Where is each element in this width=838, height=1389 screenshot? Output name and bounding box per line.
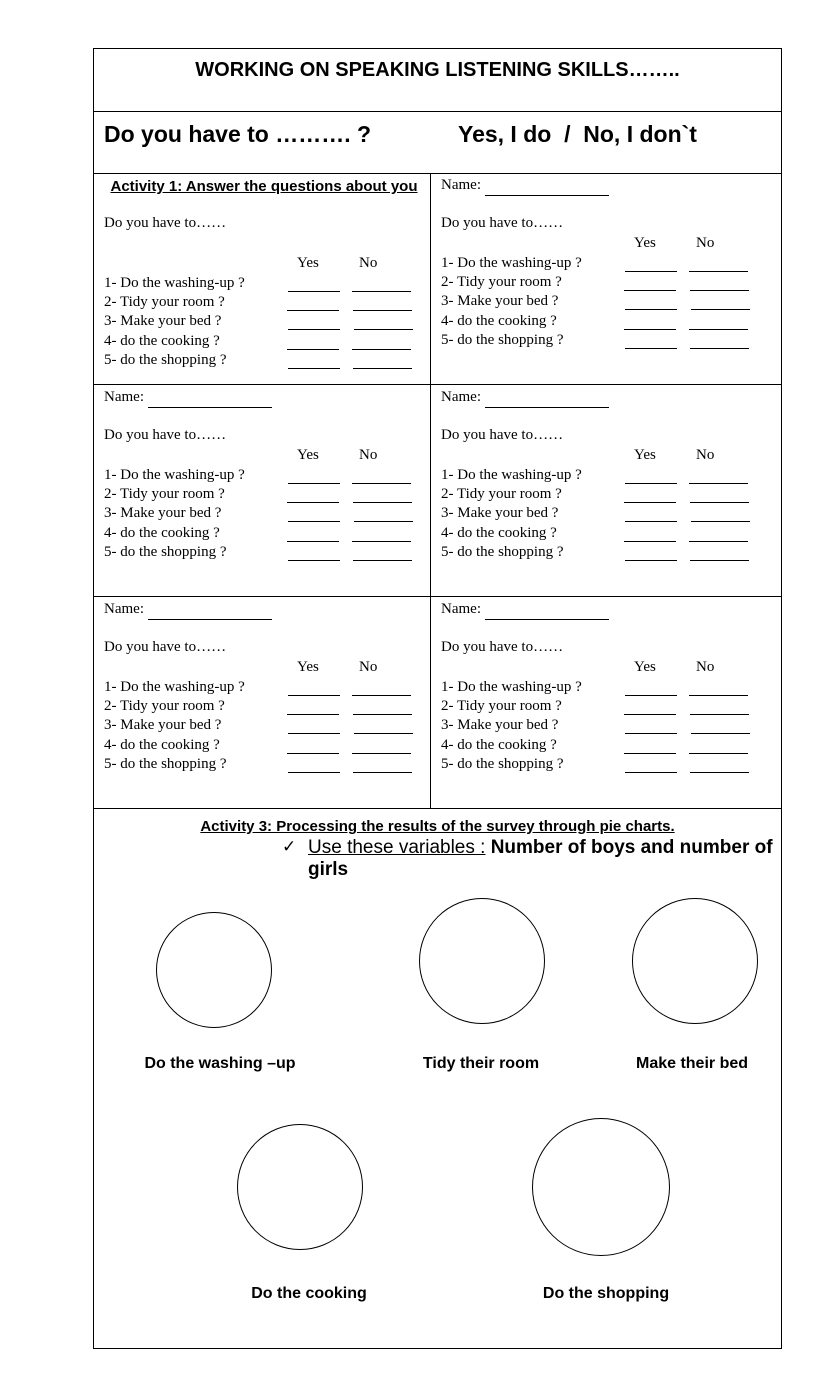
name-label: Name: xyxy=(441,389,481,405)
pie-chart-label: Do the shopping xyxy=(542,1285,670,1302)
yes-answer-line[interactable] xyxy=(625,483,677,484)
survey-question: 1- Do the washing-up ? xyxy=(441,255,582,271)
name-answer-line[interactable] xyxy=(148,407,272,408)
yes-answer-line[interactable] xyxy=(624,753,676,754)
no-column-header: No xyxy=(359,255,378,271)
survey-question: 1- Do the washing-up ? xyxy=(104,679,245,695)
survey-question: 5- do the shopping ? xyxy=(104,351,227,368)
name-answer-line[interactable] xyxy=(485,195,609,196)
yes-answer-line[interactable] xyxy=(288,291,340,292)
survey-question: 2- Tidy your room ? xyxy=(441,486,562,503)
pie-chart-label: Do the washing –up xyxy=(144,1055,296,1072)
empty-pie-chart[interactable] xyxy=(632,898,758,1024)
no-column-header: No xyxy=(359,659,378,675)
yes-answer-line[interactable] xyxy=(287,714,339,715)
yes-answer-line[interactable] xyxy=(288,772,340,773)
yes-answer-line[interactable] xyxy=(288,733,340,734)
variables-label: Use these variables : xyxy=(308,837,486,858)
no-answer-line[interactable] xyxy=(353,368,412,369)
worksheet xyxy=(93,48,782,1349)
yes-answer-line[interactable] xyxy=(625,521,677,522)
survey-question: 4- do the cooking ? xyxy=(104,332,220,349)
survey-cell xyxy=(431,173,781,385)
survey-question: 3- Make your bed ? xyxy=(104,313,222,330)
yes-answer-line[interactable] xyxy=(287,502,339,503)
name-label: Name: xyxy=(104,601,144,617)
name-answer-line[interactable] xyxy=(148,619,272,620)
survey-question: 2- Tidy your room ? xyxy=(104,486,225,503)
survey-question: 1- Do the washing-up ? xyxy=(104,275,245,291)
pie-chart-label: Do the cooking xyxy=(251,1285,367,1302)
no-column-header: No xyxy=(696,447,715,463)
yes-column-header: Yes xyxy=(634,659,656,675)
yes-answer-line[interactable] xyxy=(287,753,339,754)
yes-column-header: Yes xyxy=(634,235,656,251)
survey-question: 1- Do the washing-up ? xyxy=(104,467,245,483)
survey-question: 4- do the cooking ? xyxy=(441,524,557,541)
no-answer-line[interactable] xyxy=(690,560,749,561)
empty-pie-chart[interactable] xyxy=(532,1118,670,1256)
yes-answer-line[interactable] xyxy=(288,560,340,561)
yes-answer-line[interactable] xyxy=(625,309,677,310)
pie-chart-label: Make their bed xyxy=(635,1055,749,1072)
yes-answer-line[interactable] xyxy=(624,290,676,291)
no-answer-line[interactable] xyxy=(353,310,412,311)
survey-question: 5- do the shopping ? xyxy=(441,543,564,560)
no-answer-line[interactable] xyxy=(689,483,748,484)
no-answer-line[interactable] xyxy=(352,349,411,350)
yes-answer-line[interactable] xyxy=(625,348,677,349)
survey-question: 5- do the shopping ? xyxy=(441,331,564,348)
yes-column-header: Yes xyxy=(297,447,319,463)
empty-pie-chart[interactable] xyxy=(237,1124,363,1250)
yes-answer-line[interactable] xyxy=(287,310,339,311)
no-answer-line[interactable] xyxy=(690,290,749,291)
name-answer-line[interactable] xyxy=(485,619,609,620)
question-prompt: Do you have to…… xyxy=(104,639,227,655)
name-label: Name: xyxy=(104,389,144,405)
survey-question: 1- Do the washing-up ? xyxy=(441,467,582,483)
question-prompt: Do you have to ………. ? xyxy=(104,121,372,147)
yes-answer-line[interactable] xyxy=(624,714,676,715)
yes-answer-line[interactable] xyxy=(624,541,676,542)
name-answer-line[interactable] xyxy=(485,407,609,408)
empty-pie-chart[interactable] xyxy=(156,912,272,1028)
survey-question: 2- Tidy your room ? xyxy=(104,294,225,311)
yes-column-header: Yes xyxy=(634,447,656,463)
no-answer-line[interactable] xyxy=(689,541,748,542)
no-answer-line[interactable] xyxy=(691,309,750,310)
survey-question: 3- Make your bed ? xyxy=(441,717,559,734)
variables-text: Number of boys and number of girls xyxy=(308,837,773,880)
variables-instruction xyxy=(308,837,778,881)
empty-pie-chart[interactable] xyxy=(419,898,545,1024)
yes-answer-line[interactable] xyxy=(625,695,677,696)
yes-answer-line[interactable] xyxy=(624,329,676,330)
survey-question: 3- Make your bed ? xyxy=(104,505,222,522)
survey-question: 2- Tidy your room ? xyxy=(441,274,562,291)
yes-answer-line[interactable] xyxy=(287,349,339,350)
yes-column-header: Yes xyxy=(297,255,319,271)
survey-question: 4- do the cooking ? xyxy=(441,736,557,753)
no-answer-line[interactable] xyxy=(353,714,412,715)
no-answer-line[interactable] xyxy=(352,753,411,754)
survey-question: 5- do the shopping ? xyxy=(104,755,227,772)
survey-cell xyxy=(94,597,431,809)
survey-cell xyxy=(431,597,781,809)
no-answer-line[interactable] xyxy=(353,772,412,773)
no-answer-line[interactable] xyxy=(354,329,413,330)
survey-question: 3- Make your bed ? xyxy=(104,717,222,734)
no-answer-line[interactable] xyxy=(353,560,412,561)
no-answer-line[interactable] xyxy=(689,329,748,330)
yes-answer-line[interactable] xyxy=(625,772,677,773)
no-column-header: No xyxy=(696,235,715,251)
survey-question: 5- do the shopping ? xyxy=(441,755,564,772)
yes-answer-line[interactable] xyxy=(288,483,340,484)
no-answer-line[interactable] xyxy=(690,714,749,715)
no-answer-line[interactable] xyxy=(689,695,748,696)
no-answer-line[interactable] xyxy=(352,291,411,292)
check-icon: ✓ xyxy=(282,837,297,856)
question-prompt: Do you have to…… xyxy=(104,427,227,443)
survey-question: 1- Do the washing-up ? xyxy=(441,679,582,695)
no-answer-line[interactable] xyxy=(352,483,411,484)
survey-cell xyxy=(431,385,781,597)
no-answer-line[interactable] xyxy=(352,695,411,696)
yes-answer-line[interactable] xyxy=(625,560,677,561)
no-answer-line[interactable] xyxy=(354,733,413,734)
no-answer-line[interactable] xyxy=(691,733,750,734)
survey-question: 4- do the cooking ? xyxy=(104,736,220,753)
question-row xyxy=(94,111,781,174)
activity3-title: Activity 3: Processing the results of the survey through pie charts. xyxy=(200,818,675,835)
survey-question: 4- do the cooking ? xyxy=(441,312,557,329)
answer-forms: Yes, I do / No, I don`t xyxy=(458,121,697,147)
activity3-section xyxy=(94,811,781,1348)
survey-cell xyxy=(94,385,431,597)
yes-answer-line[interactable] xyxy=(288,695,340,696)
survey-cell xyxy=(94,173,431,385)
survey-question: 3- Make your bed ? xyxy=(441,293,559,310)
no-column-header: No xyxy=(359,447,378,463)
no-answer-line[interactable] xyxy=(689,271,748,272)
yes-answer-line[interactable] xyxy=(624,502,676,503)
question-prompt: Do you have to…… xyxy=(441,215,564,231)
activity1-title: Activity 1: Answer the questions about you xyxy=(110,178,418,195)
no-answer-line[interactable] xyxy=(690,772,749,773)
no-answer-line[interactable] xyxy=(690,348,749,349)
no-answer-line[interactable] xyxy=(690,502,749,503)
no-answer-line[interactable] xyxy=(353,502,412,503)
question-prompt: Do you have to…… xyxy=(104,215,227,231)
survey-question: 5- do the shopping ? xyxy=(104,543,227,560)
no-column-header: No xyxy=(696,659,715,675)
pie-chart-label: Tidy their room xyxy=(422,1055,540,1072)
survey-question: 4- do the cooking ? xyxy=(104,524,220,541)
name-label: Name: xyxy=(441,601,481,617)
no-answer-line[interactable] xyxy=(691,521,750,522)
yes-answer-line[interactable] xyxy=(287,541,339,542)
survey-question: 2- Tidy your room ? xyxy=(441,698,562,715)
no-answer-line[interactable] xyxy=(352,541,411,542)
survey-question: 3- Make your bed ? xyxy=(441,505,559,522)
yes-answer-line[interactable] xyxy=(625,271,677,272)
yes-answer-line[interactable] xyxy=(625,733,677,734)
no-answer-line[interactable] xyxy=(689,753,748,754)
no-answer-line[interactable] xyxy=(354,521,413,522)
worksheet-title: WORKING ON SPEAKING LISTENING SKILLS…….. xyxy=(195,59,680,81)
survey-question: 2- Tidy your room ? xyxy=(104,698,225,715)
question-prompt: Do you have to…… xyxy=(441,427,564,443)
yes-column-header: Yes xyxy=(297,659,319,675)
name-label: Name: xyxy=(441,177,481,193)
title-row xyxy=(94,49,781,112)
question-prompt: Do you have to…… xyxy=(441,639,564,655)
yes-answer-line[interactable] xyxy=(288,329,340,330)
yes-answer-line[interactable] xyxy=(288,368,340,369)
yes-answer-line[interactable] xyxy=(288,521,340,522)
